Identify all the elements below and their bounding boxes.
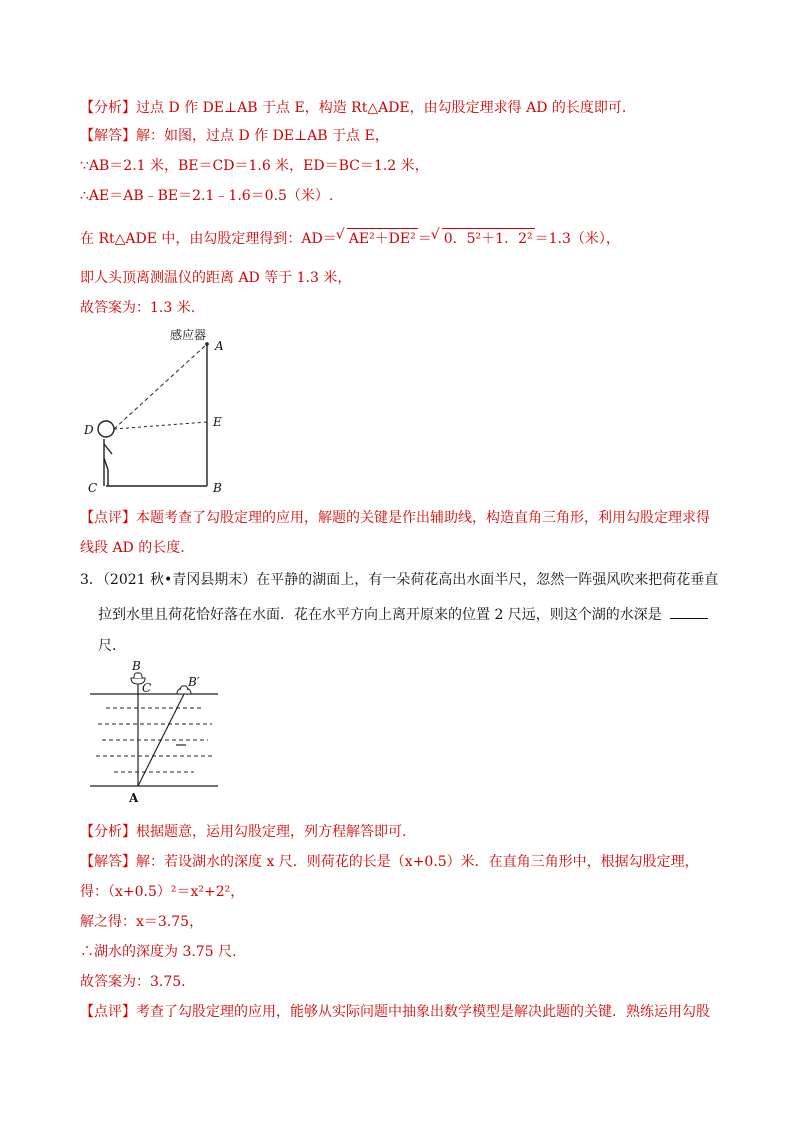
label-A: A xyxy=(215,339,224,353)
sqrt-content-2: 0．5²＋1．2² xyxy=(443,231,533,247)
equals-sign: ＝ xyxy=(417,231,432,247)
sensor-diagram xyxy=(78,326,248,498)
label-A: A xyxy=(129,791,139,805)
comment-text: 考查了勾股定理的应用，能够从实际问题中抽象出数学模型是解决此题的关键．熟练运用勾股 xyxy=(136,1004,710,1020)
label-B: B xyxy=(132,659,141,673)
analysis-text: 过点 D 作 DE⊥AB 于点 E，构造 Rt△ADE，由勾股定理求得 AD 的长度即可. xyxy=(136,100,627,116)
comment-tag: 【点评】 xyxy=(80,510,136,526)
solution-line-1 xyxy=(80,126,389,146)
answer-blank xyxy=(670,604,708,619)
formula-suffix: ＝1.3（米）， xyxy=(534,231,620,247)
comment-line-2: 线段 AD 的长度. xyxy=(80,540,185,556)
question-3-line-1 xyxy=(80,570,718,590)
solution-tag: 【解答】 xyxy=(80,128,136,144)
question-text-1: 在平静的湖面上，有一朵荷花高出水面半尺，忽然一阵强风吹来把荷花垂直 xyxy=(256,572,719,588)
solution-line-9: 解之得：x＝3.75， xyxy=(80,914,204,930)
radical-sign: √ xyxy=(335,227,345,243)
arm-line xyxy=(104,444,112,454)
solution-line-6: 故答案为：1.3 米. xyxy=(80,300,196,316)
solution-tag: 【解答】 xyxy=(80,854,136,870)
analysis-tag: 【分析】 xyxy=(80,100,136,116)
question-3-line-2 xyxy=(98,604,708,625)
analysis-text: 根据题意，运用勾股定理，列方程解答即可. xyxy=(136,824,407,840)
solution-line-8: 得：（x+0.5）²＝x²+2²， xyxy=(80,884,245,900)
label-C: C xyxy=(142,681,152,695)
sqrt-content-1: AE²＋DE² xyxy=(348,231,416,247)
sqrt-expression-2 xyxy=(430,227,535,249)
label-B: B xyxy=(213,481,222,495)
analysis-line-2 xyxy=(80,822,406,842)
question-source: （2021 秋•青冈县期末） xyxy=(102,572,257,588)
label-B-prime: B′ xyxy=(188,675,200,689)
analysis-line-1 xyxy=(80,98,626,118)
solution-line-5: 即人头顶离测温仪的距离 AD 等于 1.3 米， xyxy=(80,270,352,286)
sqrt-expression-1 xyxy=(335,227,418,249)
formula-prefix: 在 Rt△ADE 中，由勾股定理得到：AD＝ xyxy=(80,231,337,247)
radical-sign: √ xyxy=(430,227,440,243)
solution-text: 解：若设湖水的深度 x 尺．则荷花的长是（x+0.5）米．在直角三角形中，根据勾股定理， xyxy=(136,854,699,870)
comment-tag: 【点评】 xyxy=(80,1004,136,1020)
solution-line-7 xyxy=(80,852,699,872)
solution-line-2: ∵AB＝2.1 米，BE＝CD＝1.6 米，ED＝BC＝1.2 米， xyxy=(80,158,429,174)
comment-line-3 xyxy=(80,1002,710,1022)
solution-text: 解：如图，过点 D 作 DE⊥AB 于点 E， xyxy=(136,128,389,144)
line-DA xyxy=(114,344,207,429)
label-C: C xyxy=(88,481,98,495)
sensor-point xyxy=(205,342,209,346)
solution-line-11: 故答案为：3.75. xyxy=(80,974,186,990)
analysis-tag: 【分析】 xyxy=(80,824,136,840)
question-text-2: 拉到水里且荷花恰好落在水面．花在水平方向上离开原来的位置 2 尺远，则这个湖的水深是 xyxy=(98,607,662,623)
comment-line-1 xyxy=(80,508,710,528)
lotus-diagram xyxy=(84,656,224,806)
sensor-label: 感应器 xyxy=(170,328,207,342)
line-DE xyxy=(114,422,207,429)
water-dashes xyxy=(96,708,212,772)
question-number: 3． xyxy=(80,572,103,588)
head-circle xyxy=(98,421,114,437)
label-E: E xyxy=(213,415,222,429)
comment-text-1: 本题考查了勾股定理的应用，解题的关键是作出辅助线，构造直角三角形，利用勾股定理求得 xyxy=(136,510,710,526)
solution-line-4 xyxy=(80,228,620,249)
solution-line-10: ∴湖水的深度为 3.75 尺. xyxy=(80,944,237,960)
solution-line-3: ∴AE＝AB﹣BE＝2.1﹣1.6＝0.5（米）. xyxy=(80,188,334,204)
label-D: D xyxy=(84,423,94,437)
question-3-line-3: 尺. xyxy=(98,638,117,654)
